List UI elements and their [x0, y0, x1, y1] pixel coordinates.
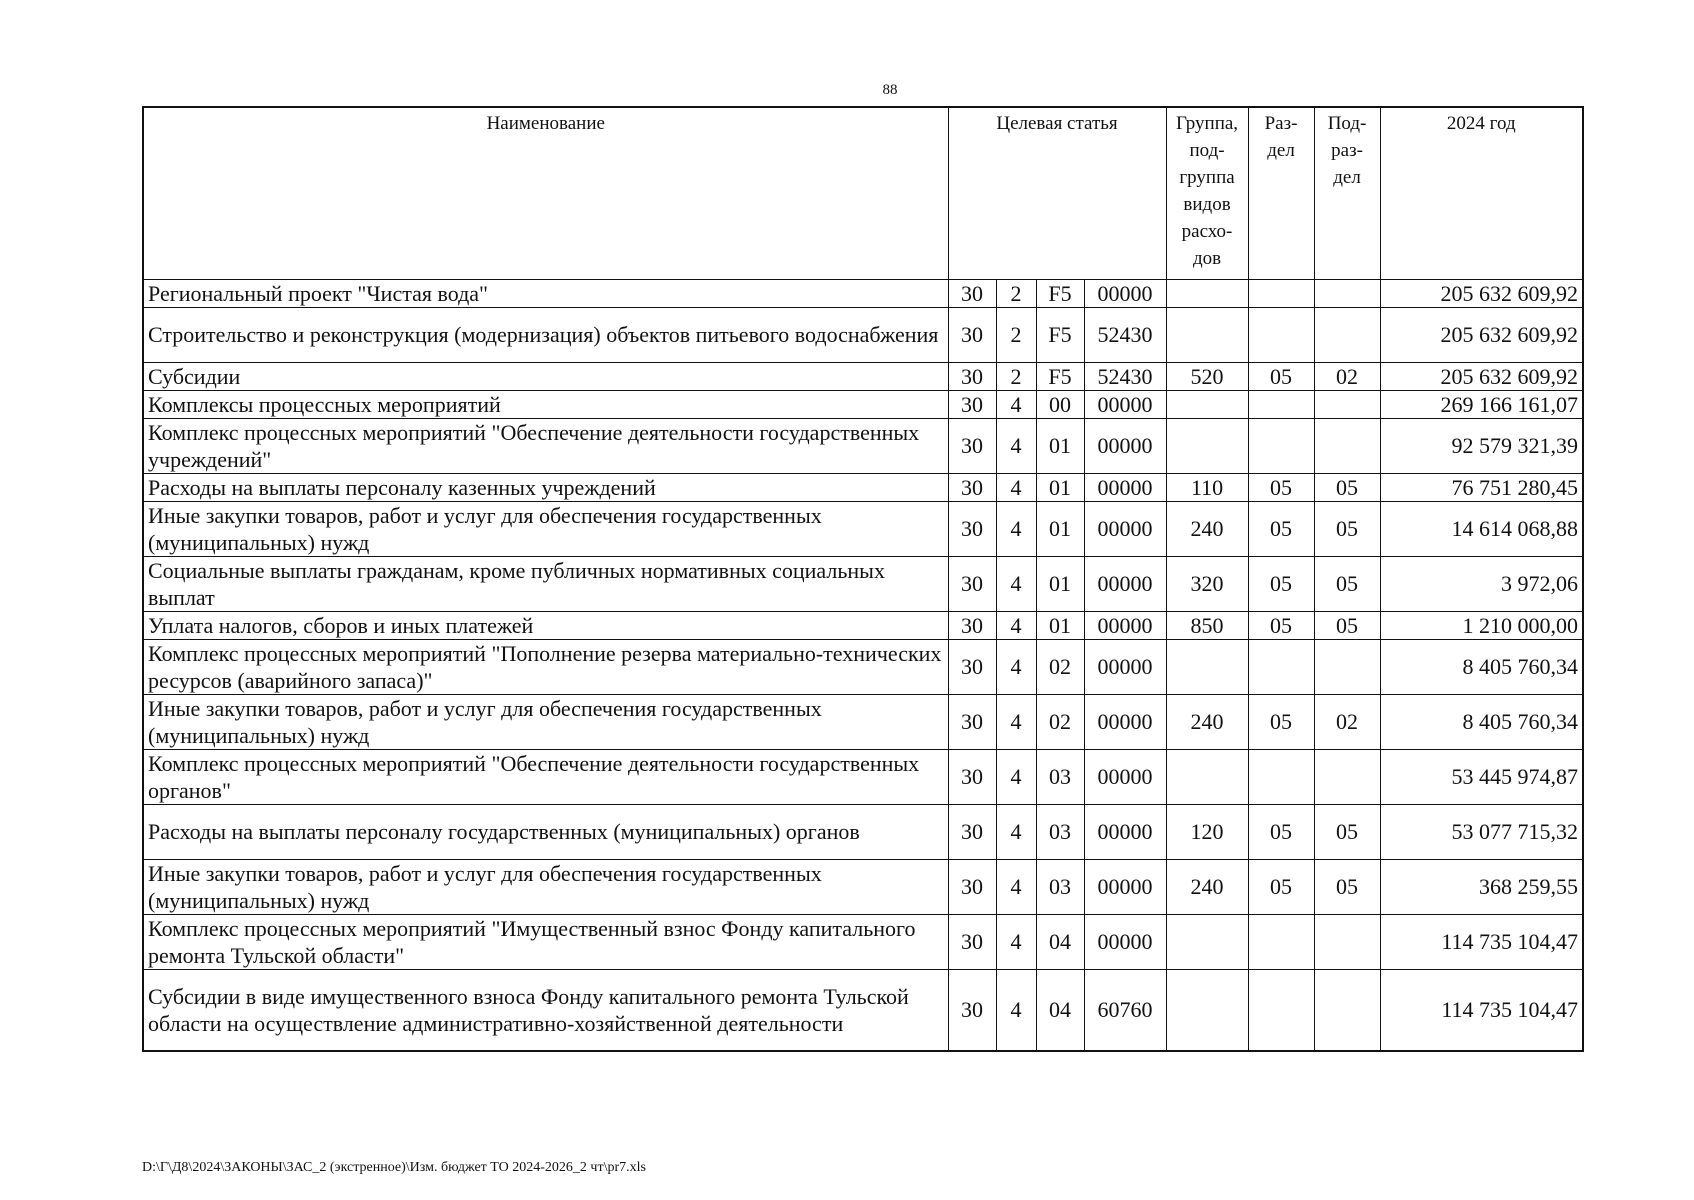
subsection-code: 05 [1314, 859, 1380, 914]
article-part-1: 30 [948, 390, 996, 418]
subsection-code [1314, 914, 1380, 969]
budget-table [142, 106, 1584, 1052]
table-row [143, 556, 1583, 611]
expense-group: 240 [1166, 694, 1248, 749]
table-row [143, 639, 1583, 694]
row-name: Социальные выплаты гражданам, кроме публичных нормативных социальных выплат [143, 556, 948, 611]
article-part-1: 30 [948, 639, 996, 694]
article-part-1: 30 [948, 279, 996, 307]
expense-group: 110 [1166, 473, 1248, 501]
section-code [1248, 914, 1314, 969]
table-row [143, 473, 1583, 501]
expense-group: 240 [1166, 501, 1248, 556]
amount-2024: 8 405 760,34 [1380, 694, 1583, 749]
subsection-code [1314, 418, 1380, 473]
article-part-3: 03 [1036, 804, 1084, 859]
section-code: 05 [1248, 556, 1314, 611]
amount-2024: 205 632 609,92 [1380, 279, 1583, 307]
subsection-code: 02 [1314, 694, 1380, 749]
article-part-4: 00000 [1084, 804, 1166, 859]
article-part-3: 01 [1036, 556, 1084, 611]
amount-2024: 269 166 161,07 [1380, 390, 1583, 418]
header-name: Наименование [143, 107, 948, 279]
article-part-3: 01 [1036, 418, 1084, 473]
expense-group [1166, 969, 1248, 1051]
table-row [143, 307, 1583, 362]
subsection-code [1314, 749, 1380, 804]
article-part-2: 2 [996, 362, 1036, 390]
section-code [1248, 279, 1314, 307]
header-group: Группа, под-группа видов расхо-дов [1166, 107, 1248, 279]
table-row [143, 390, 1583, 418]
table-row [143, 611, 1583, 639]
amount-2024: 53 077 715,32 [1380, 804, 1583, 859]
section-code: 05 [1248, 804, 1314, 859]
amount-2024: 114 735 104,47 [1380, 914, 1583, 969]
article-part-2: 2 [996, 279, 1036, 307]
article-part-3: F5 [1036, 307, 1084, 362]
section-code: 05 [1248, 859, 1314, 914]
row-name: Комплекс процессных мероприятий "Обеспечение деятельности государственных учреждений" [143, 418, 948, 473]
article-part-4: 00000 [1084, 859, 1166, 914]
amount-2024: 14 614 068,88 [1380, 501, 1583, 556]
row-name: Иные закупки товаров, работ и услуг для обеспечения государственных (муниципальных) нужд [143, 694, 948, 749]
expense-group: 320 [1166, 556, 1248, 611]
article-part-3: 02 [1036, 694, 1084, 749]
amount-2024: 8 405 760,34 [1380, 639, 1583, 694]
article-part-3: 04 [1036, 914, 1084, 969]
article-part-1: 30 [948, 473, 996, 501]
article-part-1: 30 [948, 611, 996, 639]
article-part-4: 00000 [1084, 418, 1166, 473]
article-part-2: 4 [996, 611, 1036, 639]
section-code: 05 [1248, 501, 1314, 556]
table-row [143, 804, 1583, 859]
article-part-1: 30 [948, 556, 996, 611]
article-part-3: F5 [1036, 279, 1084, 307]
article-part-2: 4 [996, 639, 1036, 694]
row-name: Иные закупки товаров, работ и услуг для обеспечения государственных (муниципальных) нужд [143, 859, 948, 914]
row-name: Иные закупки товаров, работ и услуг для обеспечения государственных (муниципальных) нужд [143, 501, 948, 556]
article-part-4: 00000 [1084, 694, 1166, 749]
expense-group: 240 [1166, 859, 1248, 914]
section-code: 05 [1248, 611, 1314, 639]
expense-group: 520 [1166, 362, 1248, 390]
expense-group: 120 [1166, 804, 1248, 859]
article-part-4: 00000 [1084, 501, 1166, 556]
amount-2024: 53 445 974,87 [1380, 749, 1583, 804]
row-name: Региональный проект "Чистая вода" [143, 279, 948, 307]
table-row [143, 362, 1583, 390]
article-part-2: 4 [996, 859, 1036, 914]
article-part-4: 00000 [1084, 611, 1166, 639]
amount-2024: 3 972,06 [1380, 556, 1583, 611]
article-part-3: 03 [1036, 859, 1084, 914]
article-part-4: 00000 [1084, 639, 1166, 694]
amount-2024: 114 735 104,47 [1380, 969, 1583, 1051]
article-part-1: 30 [948, 307, 996, 362]
row-name: Комплекс процессных мероприятий "Имущественный взнос Фонду капитального ремонта Тульской области" [143, 914, 948, 969]
section-code [1248, 418, 1314, 473]
table-row [143, 501, 1583, 556]
article-part-1: 30 [948, 804, 996, 859]
article-part-1: 30 [948, 418, 996, 473]
section-code: 05 [1248, 473, 1314, 501]
article-part-1: 30 [948, 749, 996, 804]
row-name: Уплата налогов, сборов и иных платежей [143, 611, 948, 639]
article-part-4: 00000 [1084, 390, 1166, 418]
article-part-3: 04 [1036, 969, 1084, 1051]
row-name: Расходы на выплаты персоналу государственных (муниципальных) органов [143, 804, 948, 859]
amount-2024: 92 579 321,39 [1380, 418, 1583, 473]
header-year: 2024 год [1380, 107, 1583, 279]
article-part-3: 01 [1036, 501, 1084, 556]
article-part-4: 00000 [1084, 473, 1166, 501]
expense-group [1166, 418, 1248, 473]
article-part-2: 2 [996, 307, 1036, 362]
subsection-code [1314, 307, 1380, 362]
article-part-2: 4 [996, 556, 1036, 611]
subsection-code: 05 [1314, 804, 1380, 859]
row-name: Комплекс процессных мероприятий "Пополнение резерва материально-технических ресурсов (аварийного запаса)" [143, 639, 948, 694]
article-part-1: 30 [948, 969, 996, 1051]
article-part-3: 01 [1036, 611, 1084, 639]
row-name: Субсидии [143, 362, 948, 390]
subsection-code [1314, 390, 1380, 418]
article-part-3: F5 [1036, 362, 1084, 390]
article-part-4: 52430 [1084, 307, 1166, 362]
article-part-2: 4 [996, 914, 1036, 969]
expense-group [1166, 307, 1248, 362]
expense-group: 850 [1166, 611, 1248, 639]
subsection-code [1314, 969, 1380, 1051]
article-part-2: 4 [996, 804, 1036, 859]
article-part-1: 30 [948, 914, 996, 969]
article-part-4: 52430 [1084, 362, 1166, 390]
subsection-code: 05 [1314, 501, 1380, 556]
subsection-code: 05 [1314, 556, 1380, 611]
subsection-code [1314, 639, 1380, 694]
section-code [1248, 969, 1314, 1051]
article-part-4: 00000 [1084, 914, 1166, 969]
row-name: Субсидии в виде имущественного взноса Фонду капитального ремонта Тульской области на осуществление административно-хозяйственной деятельности [143, 969, 948, 1051]
article-part-3: 00 [1036, 390, 1084, 418]
header-target-article: Целевая статья [948, 107, 1166, 279]
header-subsection: Под-раз-дел [1314, 107, 1380, 279]
article-part-1: 30 [948, 694, 996, 749]
subsection-code: 05 [1314, 473, 1380, 501]
article-part-4: 00000 [1084, 279, 1166, 307]
section-code [1248, 639, 1314, 694]
table-body [143, 279, 1583, 1051]
subsection-code: 02 [1314, 362, 1380, 390]
row-name: Расходы на выплаты персоналу казенных учреждений [143, 473, 948, 501]
amount-2024: 205 632 609,92 [1380, 307, 1583, 362]
table-row [143, 859, 1583, 914]
expense-group [1166, 390, 1248, 418]
section-code: 05 [1248, 694, 1314, 749]
expense-group [1166, 914, 1248, 969]
article-part-4: 00000 [1084, 556, 1166, 611]
page-number: 88 [882, 82, 898, 98]
article-part-2: 4 [996, 473, 1036, 501]
table-row [143, 749, 1583, 804]
article-part-2: 4 [996, 418, 1036, 473]
table-header-row [143, 107, 1583, 279]
table-row [143, 694, 1583, 749]
section-code: 05 [1248, 362, 1314, 390]
amount-2024: 76 751 280,45 [1380, 473, 1583, 501]
amount-2024: 1 210 000,00 [1380, 611, 1583, 639]
section-code [1248, 749, 1314, 804]
article-part-4: 00000 [1084, 749, 1166, 804]
expense-group [1166, 639, 1248, 694]
table-row [143, 914, 1583, 969]
article-part-3: 03 [1036, 749, 1084, 804]
article-part-3: 01 [1036, 473, 1084, 501]
footer-file-path: D:\Г\Д8\2024\ЗАКОНЫ\ЗАС_2 (экстренное)\Изм. бюджет ТО 2024-2026_2 чт\pr7.xls [142, 1160, 646, 1175]
subsection-code: 05 [1314, 611, 1380, 639]
article-part-1: 30 [948, 501, 996, 556]
table-row [143, 418, 1583, 473]
section-code [1248, 307, 1314, 362]
article-part-2: 4 [996, 749, 1036, 804]
table-row [143, 969, 1583, 1051]
subsection-code [1314, 279, 1380, 307]
table-row [143, 279, 1583, 307]
amount-2024: 368 259,55 [1380, 859, 1583, 914]
article-part-2: 4 [996, 501, 1036, 556]
header-section: Раз-дел [1248, 107, 1314, 279]
row-name: Строительство и реконструкция (модернизация) объектов питьевого водоснабжения [143, 307, 948, 362]
article-part-1: 30 [948, 859, 996, 914]
section-code [1248, 390, 1314, 418]
article-part-1: 30 [948, 362, 996, 390]
article-part-2: 4 [996, 694, 1036, 749]
expense-group [1166, 749, 1248, 804]
article-part-3: 02 [1036, 639, 1084, 694]
row-name: Комплексы процессных мероприятий [143, 390, 948, 418]
article-part-2: 4 [996, 969, 1036, 1051]
row-name: Комплекс процессных мероприятий "Обеспечение деятельности государственных органов" [143, 749, 948, 804]
article-part-2: 4 [996, 390, 1036, 418]
article-part-4: 60760 [1084, 969, 1166, 1051]
expense-group [1166, 279, 1248, 307]
amount-2024: 205 632 609,92 [1380, 362, 1583, 390]
